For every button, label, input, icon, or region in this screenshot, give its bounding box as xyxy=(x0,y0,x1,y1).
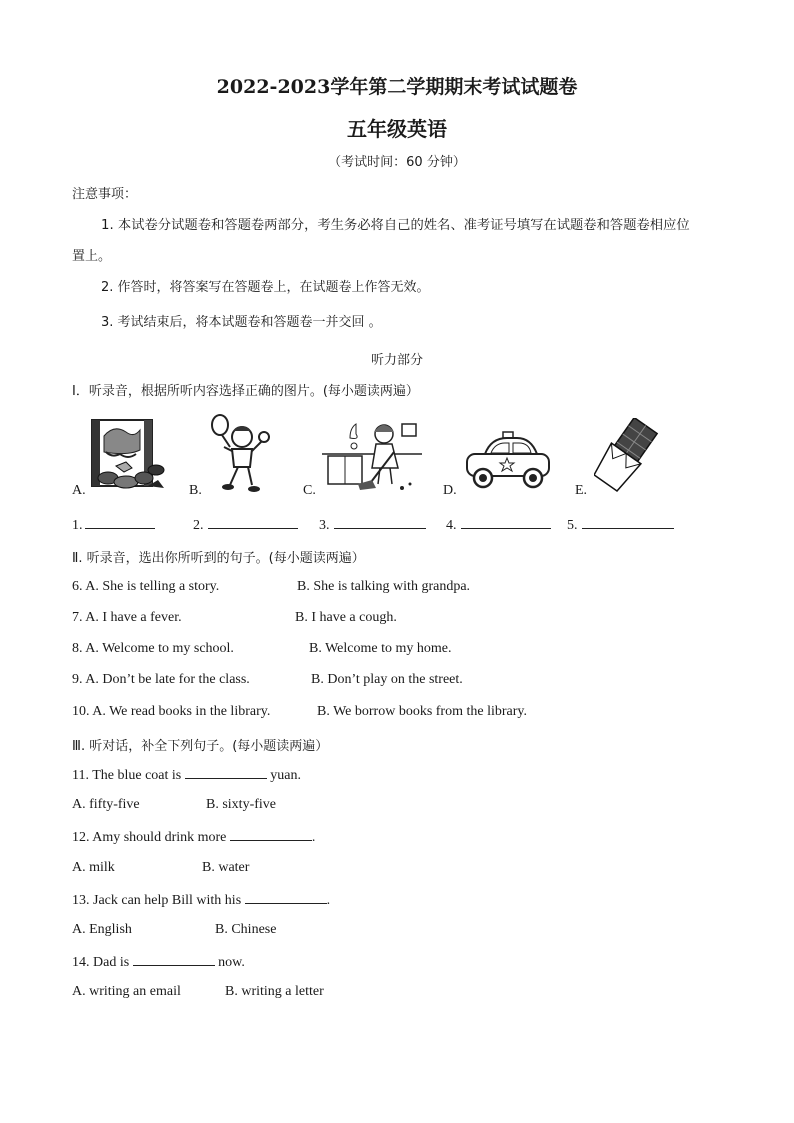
answer-label-4: 4. xyxy=(446,518,457,533)
answer-label-3: 3. xyxy=(319,518,330,533)
note-3: 3. 考试结束后，将本试题卷和答题卷一并交回 。 xyxy=(101,315,382,330)
q12-blank[interactable] xyxy=(230,828,312,841)
exam-title: 2022-2023学年第二学期期末考试试题卷 xyxy=(216,76,578,98)
answer-line xyxy=(334,516,426,529)
answer-line xyxy=(208,516,298,529)
q12-option-a[interactable]: A. milk xyxy=(72,860,115,875)
notes-heading: 注意事项： xyxy=(72,187,138,202)
section-1-heading: Ⅰ．听录音，根据所听内容选择正确的图片。(每小题读两遍） xyxy=(72,384,419,399)
q11-option-a[interactable]: A. fifty-five xyxy=(72,797,140,812)
answer-line xyxy=(85,516,155,529)
q11-question xyxy=(72,766,301,784)
section-2-heading: Ⅱ. 听录音，选出你所听到的句子。(每小题读两遍） xyxy=(72,551,365,566)
q13-text-end: . xyxy=(326,893,331,908)
q14-text-end: now. xyxy=(218,955,245,970)
section-3-heading: Ⅲ. 听对话，补全下列句子。(每小题读两遍） xyxy=(72,739,329,754)
q13-option-b[interactable]: B. Chinese xyxy=(215,922,277,937)
q11-blank[interactable] xyxy=(185,766,267,779)
q8-option-b[interactable]: B. Welcome to my home. xyxy=(309,641,452,656)
q12-text-end: . xyxy=(311,830,316,845)
answer-label-1: 1. xyxy=(72,518,83,533)
q12-question xyxy=(72,828,315,846)
q10-option-b[interactable]: B. We borrow books from the library. xyxy=(317,704,527,719)
listening-heading: 听力部分 xyxy=(370,353,423,368)
q10-option-a[interactable]: 10. A. We read books in the library. xyxy=(72,704,271,719)
messy-room-icon xyxy=(86,416,168,494)
answer-blank-1[interactable] xyxy=(72,516,155,534)
note-2: 2. 作答时，将答案写在答题卷上，在试题卷上作答无效。 xyxy=(101,280,430,295)
q13-text: 13. Jack can help Bill with his xyxy=(72,893,242,908)
q14-blank[interactable] xyxy=(133,953,215,966)
q13-question xyxy=(72,891,330,909)
answer-line xyxy=(461,516,551,529)
answer-label-2: 2. xyxy=(193,518,204,533)
q12-option-b[interactable]: B. water xyxy=(202,860,250,875)
q7-option-b[interactable]: B. I have a cough. xyxy=(295,610,397,625)
q6-option-b[interactable]: B. She is talking with grandpa. xyxy=(297,579,471,594)
exam-time: （考试时间：60 分钟） xyxy=(328,155,466,170)
q6-option-a[interactable]: 6. A. She is telling a story. xyxy=(72,579,220,594)
picture-label-e: E. xyxy=(575,483,588,498)
exam-subtitle: 五年级英语 xyxy=(347,117,447,141)
note-1-line-2: 置上。 xyxy=(72,249,112,264)
answer-blank-5[interactable] xyxy=(567,516,674,534)
q11-option-b[interactable]: B. sixty-five xyxy=(206,797,276,812)
q9-option-b[interactable]: B. Don’t play on the street. xyxy=(311,672,463,687)
picture-label-b: B. xyxy=(189,483,202,498)
police-car-icon xyxy=(463,430,553,492)
q11-text: 11. The blue coat is xyxy=(72,768,182,783)
answer-blank-3[interactable] xyxy=(319,516,426,534)
q14-text: 14. Dad is xyxy=(72,955,130,970)
q14-option-a[interactable]: A. writing an email xyxy=(72,984,181,999)
q13-option-a[interactable]: A. English xyxy=(72,922,132,937)
q14-option-b[interactable]: B. writing a letter xyxy=(225,984,324,999)
q12-text: 12. Amy should drink more xyxy=(72,830,227,845)
picture-label-c: C. xyxy=(303,483,316,498)
q13-blank[interactable] xyxy=(245,891,327,904)
q9-option-a[interactable]: 9. A. Don’t be late for the class. xyxy=(72,672,250,687)
q7-option-a[interactable]: 7. A. I have a fever. xyxy=(72,610,182,625)
answer-blank-4[interactable] xyxy=(446,516,551,534)
picture-label-d: D. xyxy=(443,483,457,498)
q14-question xyxy=(72,953,245,971)
answer-label-5: 5. xyxy=(567,518,578,533)
picture-label-a: A. xyxy=(72,483,86,498)
note-1-line-1: 1. 本试卷分试题卷和答题卷两部分，考生务必将自己的姓名、准考证号填写在试题卷和答题卷相应位 xyxy=(101,218,690,233)
q11-text-end: yuan. xyxy=(270,768,301,783)
answer-line xyxy=(582,516,674,529)
answer-blank-2[interactable] xyxy=(193,516,298,534)
q8-option-a[interactable]: 8. A. Welcome to my school. xyxy=(72,641,234,656)
girl-sweeping-icon xyxy=(322,418,422,494)
chocolate-bar-icon xyxy=(594,418,660,496)
boy-tennis-icon xyxy=(208,413,270,495)
